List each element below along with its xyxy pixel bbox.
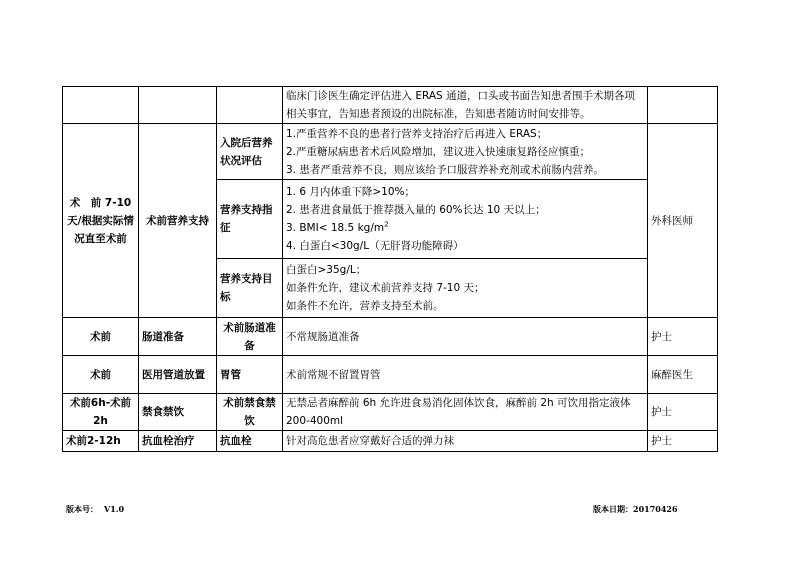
cell-content: 临床门诊医生确定评估进入 ERAS 通道，口头或书面告知患者围手术期各项相关事宜，告知患者预设的出院标准，告知患者随访时间安排等。 <box>283 87 648 124</box>
table-row <box>63 87 718 124</box>
version-date: 版本日期：20170426 <box>593 504 678 514</box>
cell-content: 无禁忌者麻醉前 6h 允许进食易消化固体饮食，麻醉前 2h 可饮用指定液体 200-400ml <box>283 394 648 431</box>
cell-responsible: 外科医师 <box>648 124 718 318</box>
cell-period: 术前2-12h <box>63 431 139 452</box>
ERAS-pathway-table <box>62 86 718 452</box>
cell-subitem: 营养支持目标 <box>217 259 283 318</box>
cell-subitem: 抗血栓 <box>217 431 283 452</box>
cell-responsible: 麻醉医生 <box>648 356 718 394</box>
cell-content: 针对高危患者应穿戴好合适的弹力袜 <box>283 431 648 452</box>
table-row <box>63 356 718 394</box>
cell-period: 术前 <box>63 318 139 356</box>
table-row <box>63 124 718 180</box>
table-row <box>63 431 718 452</box>
cell-period: 术前6h-术前2h <box>63 394 139 431</box>
cell-item: 禁食禁饮 <box>139 394 217 431</box>
cell-subitem: 胃管 <box>217 356 283 394</box>
cell-responsible: 护士 <box>648 394 718 431</box>
table-row <box>63 318 718 356</box>
cell-content: 不常规肠道准备 <box>283 318 648 356</box>
cell-responsible: 护士 <box>648 431 718 452</box>
cell-period: 术 前 7-10天/根据实际情况直至术前 <box>63 124 139 318</box>
cell-subitem: 营养支持指征 <box>217 180 283 259</box>
cell-item: 肠道准备 <box>139 318 217 356</box>
cell-responsible: 护士 <box>648 318 718 356</box>
cell-item: 医用管道放置 <box>139 356 217 394</box>
cell-subitem: 入院后营养状况评估 <box>217 124 283 180</box>
cell-period: 术前 <box>63 356 139 394</box>
cell-subitem: 术前肠道准备 <box>217 318 283 356</box>
cell-content: 白蛋白>35g/L； 如条件允许，建议术前营养支持 7-10 天； 如条件不允许，营养支持至术前。 <box>283 259 648 318</box>
cell-item: 术前营养支持 <box>139 124 217 318</box>
version-number: 版本号： V1.0 <box>66 504 125 514</box>
cell-item: 抗血栓治疗 <box>139 431 217 452</box>
cell-content: 1. 6 月内体重下降>10%； 2. 患者进食量低于推荐摄入量的 60%长达 10 天以上； 3. BMI< 18.5 $kg/m^2$ 4. 白蛋白<30g/L（无肝肾功能障碍） <box>283 180 648 259</box>
cell-content: 1.严重营养不良的患者行营养支持治疗后再进入 ERAS； 2.严重糖尿病患者术后风险增加，建议进入快速康复路径应慎重； 3. 患者严重营养不良，则应该给予口服营养补充剂或术前肠内营养。 <box>283 124 648 180</box>
cell-content: 术前常规不留置胃管 <box>283 356 648 394</box>
table-row <box>63 394 718 431</box>
cell-subitem: 术前禁食禁饮 <box>217 394 283 431</box>
